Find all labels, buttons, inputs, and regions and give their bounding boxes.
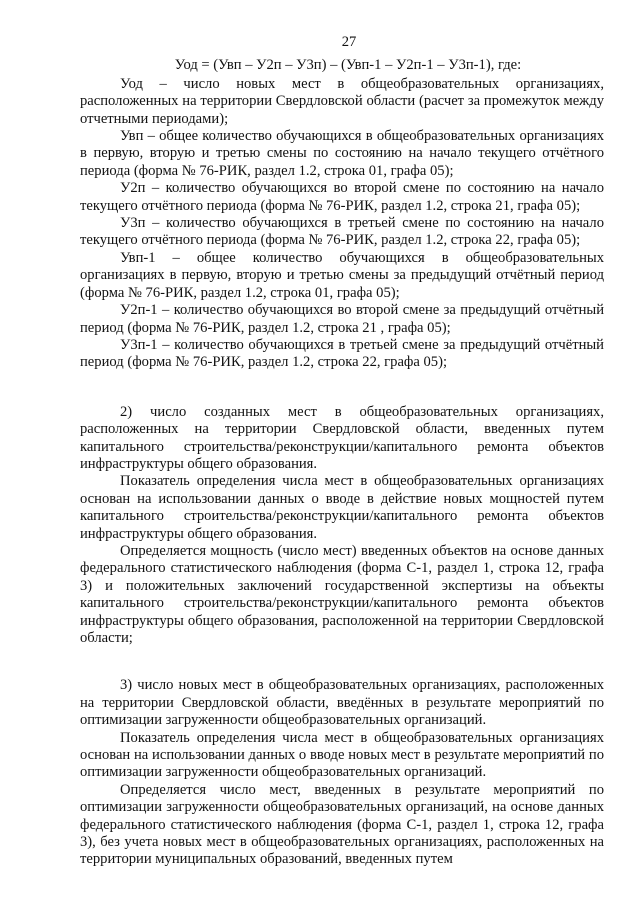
definition-u3p: У3п – количество обучающихся в третьей смене по состоянию на начало текущего отчётного периода (форма № 76-РИК, раздел 1.2, строка 22, графа 05); [80, 215, 604, 249]
definition-uvp-1: Увп-1 – общее количество обучающихся в общеобразовательных организациях в первую, вторую и третью смены за предыдущий отчётный период (форма № 76-РИК, раздел 1.2, строка 01, графа 05); [80, 249, 604, 301]
section-3-paragraph-2: Определяется число мест, введенных в результате мероприятий по оптимизации загруженности общеобразовательных организаций, на основе данных федерального статистического наблюдения (форма С-1, раздел 1, строка 12, графа 3), без учета новых мест в общеобразовательных организациях, расположенных на территории муниципальных образований, введенных путем [80, 781, 604, 868]
definition-uod: Уод – число новых мест в общеобразовательных организациях, расположенных на территории Свердловской области (расчет за промежуток между отчетными периодами); [80, 75, 604, 127]
spacer [80, 647, 604, 677]
section-3-paragraph-1: Показатель определения числа мест в общеобразовательных организациях основан на использовании данных о вводе новых мест в результате мероприятий по оптимизации загруженности общеобразовательных организаций. [80, 729, 604, 781]
spacer [80, 372, 604, 404]
definition-u3p-1: У3п-1 – количество обучающихся в третьей смене за предыдущий отчётный период (форма № 76-РИК, раздел 1.2, строка 22, графа 05); [80, 336, 604, 371]
section-2-heading: 2) число созданных мест в общеобразовательных организациях, расположенных на территории Свердловской области, введенных путем капитального строительства/реконструкции/капитального ремонта объектов инфраструктуры общего образования. [80, 403, 604, 472]
section-3-heading: 3) число новых мест в общеобразовательных организациях, расположенных на территории Свердловской области, введённых в результате мероприятий по оптимизации загруженности общеобразовательных организаций. [80, 677, 604, 729]
section-2-paragraph-1: Показатель определения числа мест в общеобразовательных организациях основан на использовании данных о вводе в действие новых мощностей путем капитального строительства/реконструкции/капитального ремонта объектов инфраструктуры общего образования. [80, 473, 604, 542]
definition-u2p: У2п – количество обучающихся во второй смене по состоянию на начало текущего отчётного периода (форма № 76-РИК, раздел 1.2, строка 21, графа 05); [80, 180, 604, 214]
definition-u2p-1: У2п-1 – количество обучающихся во второй смене за предыдущий отчётный период (форма № 76-РИК, раздел 1.2, строка 21 , графа 05); [80, 302, 604, 336]
definition-uvp: Увп – общее количество обучающихся в общеобразовательных организациях в первую, вторую и третью смены по состоянию на начало текущего отчётного периода (форма № 76-РИК, раздел 1.2, строка 01, графа 05); [80, 128, 604, 179]
section-2-paragraph-2: Определяется мощность (число мест) введенных объектов на основе данных федерального статистического наблюдения (форма С-1, раздел 1, строка 12, графа 3) и положительных заключений государственной экспертизы на объекты капитального строительства/реконструкции/капитального ремонта объектов инфраструктуры общего образования, расположенной на территории Свердловской области; [80, 542, 604, 646]
formula: Уод = (Увп – У2п – У3п) – (Увп-1 – У2п-1 – У3п-1), где: [174, 57, 522, 74]
page-number: 27 [341, 34, 357, 50]
